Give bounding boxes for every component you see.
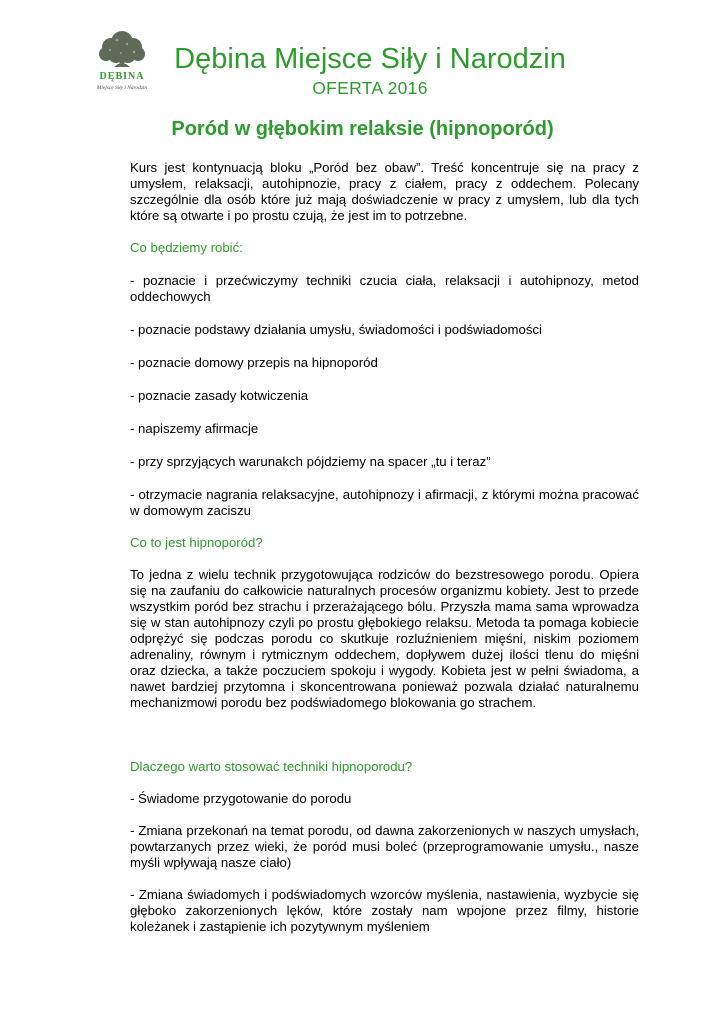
list-item: - napiszemy afirmacje — [130, 421, 259, 436]
svg-text:DĘBINA: DĘBINA — [99, 71, 145, 82]
list-item: - Zmiana przekonań na temat porodu, od dawna zakorzenionych w naszych umysłach, powtarzanych przez wieki, że poród musi boleć (przeprogramowanie umysłu., nasze myśli wpływają nasze ciało) — [130, 823, 639, 870]
svg-text:Miejsce Siły i Narodzin: Miejsce Siły i Narodzin — [96, 85, 148, 91]
section-heading-what-is: Co to jest hipnoporód? — [130, 535, 263, 550]
page-header-subtitle: OFERTA 2016 — [312, 78, 428, 98]
debina-logo — [90, 28, 154, 94]
section-heading-activities: Co będziemy robić: — [130, 240, 243, 255]
document-title: Poród w głębokim relaksie (hipnoporód) — [171, 118, 554, 140]
tree-logo-icon — [90, 28, 154, 94]
list-item: - poznacie domowy przepis na hipnoporód — [130, 355, 378, 370]
list-item: - Świadome przygotowanie do porodu — [130, 791, 352, 806]
list-item: - poznacie zasady kotwiczenia — [130, 388, 309, 403]
intro-paragraph: Kurs jest kontynuacją bloku „Poród bez obaw”. Treść koncentruje się na pracy z umysłem, relaksacji, autohipnozie, pracy z ciałem, pracy z oddechem. Polecany szczególnie dla osób które już mają doświadczenie w pracy z umysłem, lub dla tych które są otwarte i po prostu czują, że jest im to potrzebne. — [130, 160, 639, 223]
list-item: - poznacie i przećwiczymy techniki czucia ciała, relaksacji i autohipnozy, metod oddechowych — [130, 273, 639, 304]
document-body — [130, 160, 639, 935]
list-item: - Zmiana świadomych i podświadomych wzorców myślenia, nastawienia, wyzbycie się głęboko zakorzenionych lęków, które zostały nam wpojone przez filmy, historie koleżanek i zastąpienie ich pozytywnym myśleniem — [130, 887, 639, 934]
list-item: - przy sprzyjących warunakch pójdziemy na spacer „tu i teraz” — [130, 454, 491, 469]
what-is-paragraph: To jedna z wielu technik przygotowująca rodziców do bezstresowego porodu. Opiera się na zaufaniu do całkowicie naturalnych procesów organizmu kobiety. Jest to przede wszystkim poród bez strachu i przerażającego bólu. Przyszła mama sama wprowadza się w stan autohipnozy czyli po prostu głębokiego relaksu. Metoda ta pomaga kobiecie odprężyć się podczas porodu co skutkuje rozluźnieniem mięśni, niskim poziomem adrenaliny, równym i rytmicznym oddechem, dopływem dużej ilości tlenu do mięśni oraz dziecka, a także poczuciem spokoju i wygody. Kobieta jest w pełni świadoma, a nawet bardziej przytomna i skoncentrowana ponieważ pozwala działać naturalnemu mechanizmowi porodu bez podświadomego blokowania go strachem. — [130, 567, 639, 710]
list-item: - otrzymacie nagrania relaksacyjne, autohipnozy i afirmacji, z którymi można pracować w domowym zaciszu — [130, 487, 639, 518]
page-header-title: Dębina Miejsce Siły i Narodzin — [174, 43, 566, 75]
section-heading-why: Dlaczego warto stosować techniki hipnoporodu? — [130, 759, 413, 774]
list-item: - poznacie podstawy działania umysłu, świadomości i podświadomości — [130, 322, 542, 337]
